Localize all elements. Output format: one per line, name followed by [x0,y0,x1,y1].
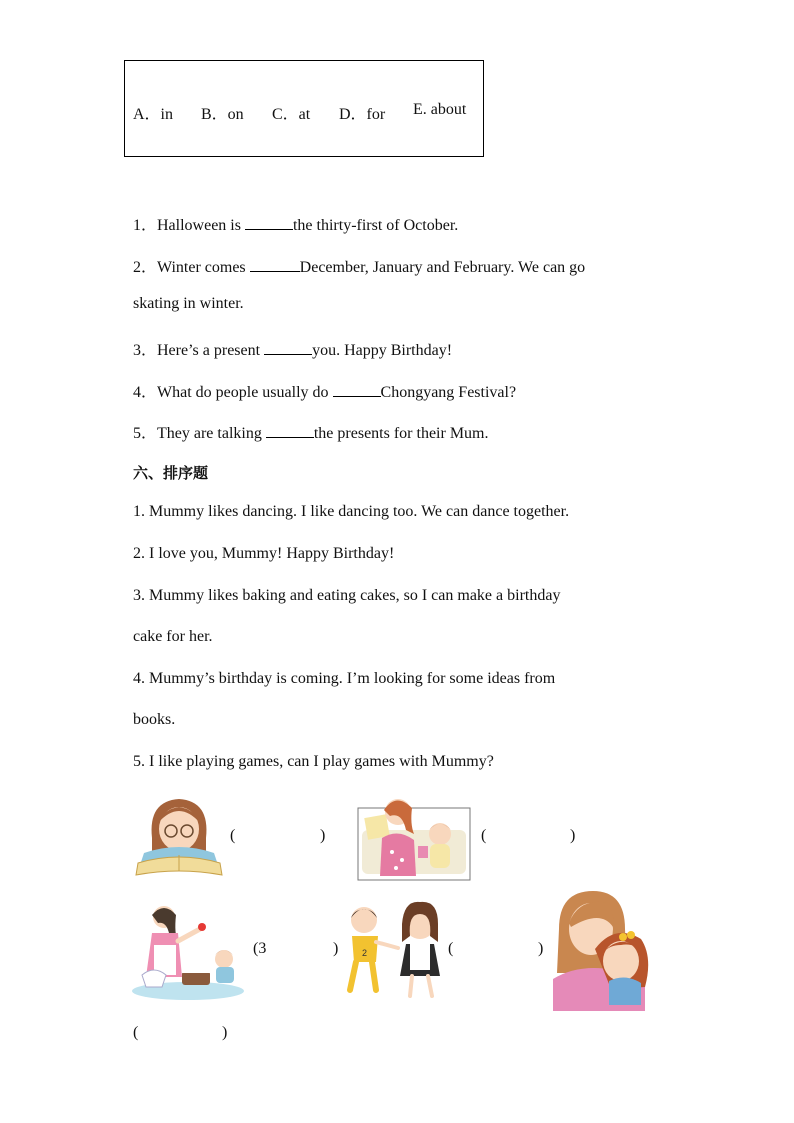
option-d: D．for [339,106,386,123]
answer-paren-4-close: ) [538,940,544,957]
sentence-3-cont: cake for her. [133,628,213,645]
answer-paren-5-close: ) [222,1024,228,1041]
answer-paren-1-close: ) [320,827,326,844]
option-b: B．on [201,106,244,123]
hugging-mum-illustration [549,887,655,1011]
answer-paren-2-close: ) [570,827,576,844]
options-box [124,60,484,157]
question-5: 5．They are talking the presents for their Mum. [133,425,489,442]
sentence-3: 3. Mummy likes baking and eating cakes, so I can make a birthday [133,587,561,604]
mother-baby-sofa-illustration [356,790,472,882]
sentence-4: 4. Mummy’s birthday is coming. I’m looking for some ideas from [133,670,556,687]
baking-cake-illustration [132,903,246,1001]
answer-blank-1[interactable] [245,215,293,230]
answer-blank-5[interactable] [266,423,314,438]
answer-paren-4-open: ( [448,940,454,957]
answer-blank-3[interactable] [264,340,312,355]
answer-paren-2-open: ( [481,827,487,844]
sentence-4-cont: books. [133,711,176,728]
answer-paren-5-open: ( [133,1024,139,1041]
question-2-cont: skating in winter. [133,295,244,312]
answer-blank-2[interactable] [250,257,300,272]
question-1: 1．Halloween is the thirty-first of October. [133,217,459,234]
question-3: 3．Here’s a present you. Happy Birthday! [133,342,453,359]
answer-paren-3-close: ) [333,940,339,957]
option-e: E. about [413,101,467,118]
answer-blank-4[interactable] [333,382,381,397]
option-a: A．in [133,106,174,123]
dancing-children-illustration [340,896,450,1002]
sentence-2: 2. I love you, Mummy! Happy Birthday! [133,545,395,562]
answer-paren-3-open: (3 [253,940,267,957]
section-6-title: 六、排序题 [133,464,209,482]
answer-paren-1-open: ( [230,827,236,844]
sentence-5: 5. I like playing games, can I play games with Mummy? [133,753,494,770]
sentence-1: 1. Mummy likes dancing. I like dancing too. We can dance together. [133,503,570,520]
reading-girl-illustration [134,793,224,879]
question-4: 4．What do people usually do Chongyang Festival? [133,384,517,401]
option-c: C．at [272,106,311,123]
svg-text:2: 2 [362,948,368,958]
question-2: 2．Winter comes December, January and February. We can go [133,259,586,276]
